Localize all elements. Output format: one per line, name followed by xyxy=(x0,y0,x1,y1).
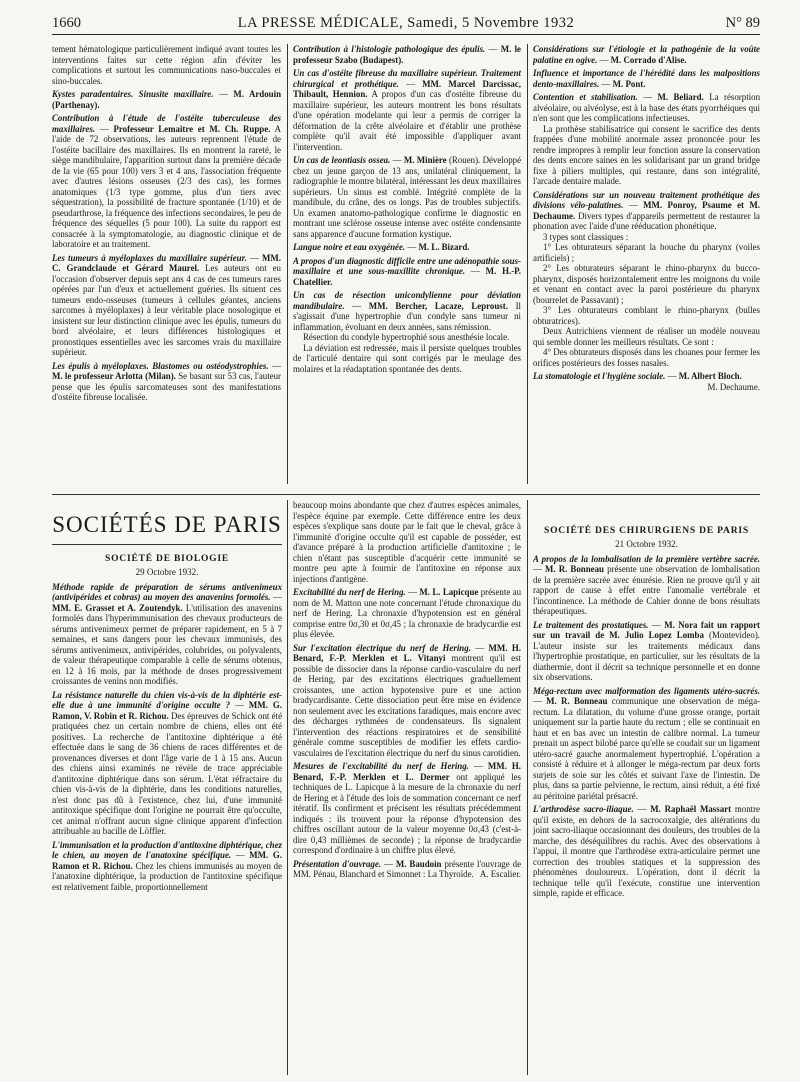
article-text: La résorption alvéolaire, ou alvéolyse, est à la base des états pyorrhéiques qui n'en sont que les complications infectieuses. xyxy=(533,92,760,123)
continued-text: beaucoup moins abondante que chez d'autres espèces animales, l'espèce équine par exemple. Cette différence entre les deux espèces s'explique sans doute par le fait que le cheval, grâce à l'immunité d'origine occulte qu'il est capable de posséder, est d'avance préparé à la production artificielle d'antitoxine ; le chien n'étant pas susceptible d'acquérir cette immunité se montre peu apte à fournir de l'antitoxine en réponse aux injections d'antigène. xyxy=(293,500,521,584)
page-number: 1660 xyxy=(52,15,81,31)
article-text: Deux Autrichiens viennent de réaliser un modèle nouveau qui semble donner les meilleurs résultats. Ce sont : xyxy=(533,326,760,347)
article-heading: L'arthrodèse sacro-iliaque. — M. Raphaël Massart montre qu'il existe, en dehors de la sacrocoxalgie, des altérations du joint sacro-iliaque occasionnant des douleurs, des troubles de la marche, des déséquilibres du rachis. Avec des observations à l'appui, il montre que l'arthrodèse extra-articulaire permet une correction des troubles statiques et la suppression des phénomènes douloureux. L'opération, dont il décrit la technique telle qu'il l'exécute, constitue une intervention simple, rapide et efficace. xyxy=(533,804,760,899)
signature: M. Dechaume. xyxy=(707,381,760,392)
list-item: 3° Les obturateurs comblant le rhino-pharynx (bulles obturatrices). xyxy=(533,305,760,326)
top-column-1 xyxy=(52,44,281,480)
list-intro: 3 types sont classiques : xyxy=(543,231,629,242)
article-text: (Rouen). Développé chez un jeune garçon de 13 ans, unilatéral cliniquement, la radiographie le montre bilatéral, intéressant les deux maxillaires supérieurs. Un sinus est comblé. Intégrité complète de la mandibule, du crâne, des os longs. Pas de troubles subjectifs. Un examen anatomo-pathologique confirme le diagnostic en montrant une sclérose osseuse intense avec ostéite condensante sans apparence d'aucune formation kystique. xyxy=(293,155,521,239)
article-text: Les auteurs ont eu l'occasion d'observer depuis sept ans 4 cas de ces tumeurs rares opérées par l'un d'eux et actuellement guéries. Ils situent ces tumeurs endo-osseuses (tumeurs à cellules géantes, anciens sarcomes à myéloplaxes) à leur véritable place nosologique et insistent sur leur distinction clinique avec les épulis, tumeurs du bord alvéolaire, et leurs différences histologiques et pronostiques essentielles avec les sarcomes vrais du maxillaire supérieur. xyxy=(52,263,281,357)
article-heading: L'immunisation et la production d'antitoxine diphtérique, chez le chien, au moyen de l'anatoxine spécifique. — MM. G. Ramon et R. Richou. Chez les chiens immunisés au moyen de l'anatoxine diphtérique, la production de l'antitoxine spécifique est relativement faible, proportionnellement xyxy=(52,839,282,892)
article-heading: Un cas de leontiasis ossea. — M. Minière (Rouen). Développé chez un jeune garçon de 13 ans, unilatéral cliniquement, la radiographie le montre bilatéral, intéressant les deux maxillaires supérieurs. Un sinus est comblé. Intégrité complète de la mandibule, du crâne, des os longs. Pas de troubles subjectifs. Un examen anatomo-pathologique confirme le diagnostic en montrant une sclérose osseuse intense avec ostéite condensante sans apparence d'aucune formation kystique. xyxy=(293,155,521,239)
article-text: communique une observation de méga-rectum. La dilatation, du volume d'une grosse orange, portait uniquement sur la partie haute du rectum ; elle se continuait en haut et en bas avec un intestin de calibre normal. La tumeur prenait un aspect bilobé parce qu'elle se coudait sur un ligament utéro-sacré gauche anormalement hypertrophié. L'opération a consisté à réduire et à allonger le méga-rectum par deux forts surjets de soie sur les côtés et suivant l'axe de l'intestin. De plus, dans sa partie pelvienne, le rectum, ainsi réduit, a été fixé au péritoine pariétal présacré. xyxy=(533,696,760,801)
article-text: La prothèse stabilisatrice qui consent le sacrifice des dents frappées d'une mobilité anormale assez prononcée pour les rendre impropres à remplir leur fonction assure la conservation des dents encore saines en les solidarisant par un grand bridge fixe à piliers multiples, qui restaure, dans son intégralité, l'arcade dentaire malade. xyxy=(533,123,760,186)
article-heading: Les tumeurs à myéloplaxes du maxillaire supérieur. — MM. C. Grandclaude et Gérard Maurel. Les auteurs ont eu l'occasion d'observer depuis sept ans 4 cas de ces tumeurs rares opérées par l'un d'eux et actuellement guéries. Ils situent ces tumeurs endo-osseuses (tumeurs à cellules géantes, anciens sarcomes à myéloplaxes) à leur véritable place nosologique et insistent sur leur distinction clinique avec les épulis, tumeurs du bord alvéolaire, et leurs différences histologiques et pronostiques essentielles avec les sarcomes vrais du maxillaire supérieur. xyxy=(52,252,281,357)
article-heading: Contribution à l'histologie pathologique des épulis. — M. le professeur Szabo (Budapest). xyxy=(293,44,521,65)
article-text: Résection du condyle hypertrophié sous anesthésie locale. xyxy=(303,332,510,342)
column-divider xyxy=(287,500,288,1075)
article-heading: Le traitement des prostatiques. — M. Nora fait un rapport sur un travail de M. Julio Lopez Lomba (Montevideo). L'auteur insiste sur les traitements médicaux dans l'hypertrophie prostatique, en particulier, sur les résultats de la diathermie, dont il décrit sa technique personnelle et en donne six observations. xyxy=(533,619,760,683)
section-divider xyxy=(52,494,760,495)
article-text: présente au nom de M. Matton une note concernant l'étude chronaxique du nerf de Hering. La chronaxie d'hypotension est en général comprise entre 0σ,30 et 0σ,45 ; la chronaxie de bradycardie est plus élevée. xyxy=(293,587,521,639)
article-heading: Mesures de l'excitabilité du nerf de Hering. — MM. H. Benard, F.-P. Merklen et L. Dermer ont appliqué les techniques de L. Lapicque à la mesure de la chronaxie du nerf de Hering et à l'étude des lois de sommation concernant ce nerf itératif. Ils confirment et précisent les résultats précédemment indiqués : ils trouvent pour la réponse d'hypotension des chiffres oscillant autour de la valeur moyenne 0σ,43 (c'est-à-dire 0,43 millièmes de seconde) ; la réponse de bradycardie correspond d'ordinaire à un chiffre plus élevé. xyxy=(293,761,521,855)
article-heading: Les épulis à myéloplaxes. Blastomes ou ostéodystrophies. — M. le professeur Arlotta (Milan). Se basant sur 53 cas, l'auteur pense que les épulis sarcomateuses sont des manifestations d'ostéite fibreuse localisée. xyxy=(52,360,281,402)
article-heading: Présentation d'ouvrage. — M. Baudoin présente l'ouvrage de MM. Pénau, Blanchard et Simonnet : La Thyroïde. A. Escalier. xyxy=(293,858,521,879)
biology-column xyxy=(52,552,282,1072)
article-heading: Considérations sur un nouveau traitement prothétique des divisions vélo-palatines. — MM. Ponroy, Psaume et M. Dechaume. Divers types d'appareils permettent de restaurer la phonation avec l'aide d'une rééducation phonétique. xyxy=(533,189,760,231)
article-heading: La stomatologie et l'hygiène sociale. — M. Albert Bloch. M. Dechaume. xyxy=(533,371,760,392)
article-heading: A propos d'un diagnostic difficile entre une adénopathie sous-maxillaire et une sous-maxillite chronique. — M. H.-P. Chatellier. xyxy=(293,255,521,287)
article-heading: Sur l'excitation électrique du nerf de Hering. — MM. H. Benard, F.-P. Merklen et L. Vitanyi montrent qu'il est possible de dissocier dans la réponse cardio-vasculaire du nerf de Hering, par des excitations électriques graduellement croissantes, une action hypotensive pure et une action bradycardisante. Cette dissociation peut être mise en évidence non seulement avec les excitations faradiques, mais encore avec des décharges rythmées de condensateurs. Ils signalent l'intervention des réactions respiratoires et de sensibilité générale comme susceptibles de modifier les effets cardio-vasculaires de l'excitation électrique du nerf du sinus carotidien. xyxy=(293,642,521,758)
top-column-3 xyxy=(533,44,760,480)
list-item: 4° Des obturateurs disposés dans les choanes pour fermer les orifices postérieurs des fosses nasales. xyxy=(533,347,760,368)
meeting-date: 21 Octobre 1932. xyxy=(615,539,678,550)
title-underline xyxy=(52,544,282,545)
signature: A. Escalier. xyxy=(479,869,521,879)
article-text: Se basant sur 53 cas, l'auteur pense que les épulis sarcomateuses sont des manifestations d'ostéite fibreuse localisée. xyxy=(52,371,281,402)
list-item: 2° Les obturateurs séparant le rhino-pharynx du bucco-pharynx, disposés horizontalement entre les moignons du voile et venant en contact avec la paroi postérieure du pharynx (bourrelet de Passavant) ; xyxy=(533,263,760,305)
article-heading: Contention et stabilisation. — M. Beliard. La résorption alvéolaire, ou alvéolyse, est à la base des états pyorrhéiques qui n'en sont que les complications infectieuses. xyxy=(533,92,760,123)
article-heading: A propos de la lombalisation de la première vertèbre sacrée. — M. R. Bonneau présente une observation de lombalisation de la première sacrée avec énurésie. Rien ne prouve qu'il y ait rapport de cause à effet entre l'anomalie vertébrale et l'incontinence. La méthode de Cahier donne de bons résultats thérapeutiques. xyxy=(533,553,760,617)
article-heading: Méthode rapide de préparation de sérums antivenimeux (antivipérides et cobras) au moyen des anavenins formolés. — MM. E. Grasset et A. Zoutendyk. L'utilisation des anavenins formolés dans l'hyperimmunisation des chevaux producteurs de sérums antivenimeux permet de préparer rapidement, en 5 à 7 semaines, et sans dangers pour les chevaux immunisés, des sérums antivenimeux, antivipérides, colubrides, ou polyvalents, de valeur thérapeutique comparable à celle de sérums obtenus, en 12 à 16 mois, par la méthode de doses progressivement croissantes de venins non modifiés. xyxy=(52,581,282,687)
article-text: Des épreuves de Schick ont été pratiquées chez un certain nombre de chiens, elles ont été positives. La recherche de l'antitoxine diphtérique a été effectuée dans le sang de 36 chiens de races différentes et de provenances diverses et dont l'âge varie de 1 à 15 ans. Aucun des chiens ainsi examinés ne révèle de trace appréciable d'antitoxine diphtérique dans son sérum. L'état réfractaire du chien vis-à-vis de la diphtérie, dans les conditions naturelles, n'est donc pas dû à l'existence, chez lui, d'une immunité antitoxique spécifique dont l'origine ne pourrait être qu'occulte, cet animal n'offrant aucun signe clinique apparent d'infection attribuable au bacille de Löffler. xyxy=(52,710,282,837)
article-heading: Excitabilité du nerf de Hering. — M. L. Lapicque présente au nom de M. Matton une note concernant l'étude chronaxique du nerf de Hering. La chronaxie d'hypotension est en général comprise entre 0σ,30 et 0σ,45 ; la chronaxie de bradycardie est plus élevée. xyxy=(293,587,521,639)
article-text: montrent qu'il est possible de dissocier dans la réponse cardio-vasculaire du nerf de Hering, par des excitations électriques graduellement croissantes, une action hypotensive pure et une action bradycardisante. Cette dissociation peut être mise en évidence non seulement avec les excitations faradiques, mais encore avec des décharges rythmées de condensateurs. Ils signalent l'intervention des réactions respiratoires et de sensibilité générale comme susceptibles de modifier les effets cardio-vasculaires de l'excitation électrique du nerf du sinus carotidien. xyxy=(293,653,521,758)
article-text: Divers types d'appareils permettent de restaurer la phonation avec l'aide d'une rééducation phonétique. xyxy=(533,210,760,231)
meeting-date: 29 Octobre 1932. xyxy=(135,567,199,578)
surgeons-column xyxy=(533,524,760,1072)
article-heading: Influence et importance de l'hérédité dans les malpositions dento-maxillaires. — M. Pont. xyxy=(533,68,760,89)
column-divider xyxy=(287,44,288,484)
article-text: A propos d'un cas d'ostéite fibreuse du maxillaire supérieur, les auteurs montrent les bons résultats d'une opération modelante qui leur a permis de corriger la déformation de la crête alvéolaire et d'établir une prothèse complète qu'il avait été impossible d'appliquer avant l'intervention. xyxy=(293,89,521,152)
article-heading: Considérations sur l'étiologie et la pathogénie de la voûte palatine en ogive. — M. Corrado d'Alise. xyxy=(533,44,760,65)
article-heading: Langue noire et eau oxygénée. — M. L. Bizard. xyxy=(293,242,470,252)
issue-number: N° 89 xyxy=(725,15,760,31)
article-text: A l'aide de 72 observations, les auteurs reprennent l'étude de l'ostéite bacillaire des maxillaires. Ils en montrent la rareté, le siège mandibulaire, l'apparition surtout dans la première décade de la vie (65 pour 100) vers 3 et 4 ans, l'association fréquente avec d'autres lésions osseuses (2/3 des cas), les formes anatomiques (1/3 type gomme, plus d'un tiers avec séquestration), la possibilité de fracture spontanée (1/10) et de pseudarthrose, la fréquence des infections secondaires, le peu de fréquence des séquelles (5 pour 100). La suite du rapport est consacrée à la symptomatologie, au diagnostic clinique et de laboratoire et au traitement. xyxy=(52,123,281,249)
article-heading: Un cas de résection unicondylienne pour déviation mandibulaire. — MM. Bercher, Lacaze, Leproust. Il s'agissait d'une hypertrophie d'un condyle sans tumeur ni inflammation, évoluant en deux années, sans rémission. xyxy=(293,290,521,332)
top-column-2 xyxy=(293,44,521,480)
section-title: SOCIÉTÉS DE PARIS xyxy=(52,512,282,537)
society-name: SOCIÉTÉ DES CHIRURGIENS DE PARIS xyxy=(544,526,749,536)
article-text: L'utilisation des anavenins formolés dans l'hyperimmunisation des chevaux producteurs de sérums antivenimeux permet de préparer rapidement, en 5 à 7 semaines, et sans dangers pour les chevaux immunisés, des sérums antivenimeux, antivipérides, colubrides, ou polyvalents, de valeur thérapeutique comparable à celle de sérums obtenus, en 12 à 16 mois, par la méthode de doses progressivement croissantes de venins non modifiés. xyxy=(52,602,282,687)
article-heading: Contribution à l'étude de l'ostéite tuberculeuse des maxillaires. — Professeur Lemaitre et M. Ch. Ruppe. A l'aide de 72 observations, les auteurs reprennent l'étude de l'ostéite bacillaire des maxillaires. Ils en montrent la rareté, le siège mandibulaire, l'apparition surtout dans la première décade de la vie (65 pour 100) vers 3 et 4 ans, l'association fréquente avec d'autres lésions osseuses (2/3 des cas), les formes anatomiques (1/3 type gomme, plus d'un tiers avec séquestration), la possibilité de fracture spontanée (1/10) et de pseudarthrose, la fréquence des infections secondaires, le peu de fréquence des séquelles (5 pour 100). La suite du rapport est consacrée à la symptomatologie, au diagnostic clinique et de laboratoire et au traitement. xyxy=(52,113,281,249)
article-text: présente l'ouvrage de MM. Pénau, Blanchard et Simonnet : La Thyroïde. xyxy=(293,858,521,879)
list-item: 1° Les obturateurs séparant la bouche du pharynx (voiles artificiels) ; xyxy=(533,242,760,263)
journal-title: LA PRESSE MÉDICALE, Samedi, 5 Novembre 1932 xyxy=(237,15,575,31)
article-text: présente une observation de lombalisation de la première sacrée avec énurésie. Rien ne prouve qu'il y ait rapport de cause à effet entre l'anomalie vertébrale et l'incontinence. La méthode de Cahier donne de bons résultats thérapeutiques. xyxy=(533,564,760,617)
page-header xyxy=(52,14,760,35)
column-divider xyxy=(527,500,528,1075)
article-text: La déviation est redressée, mais il persiste quelques troubles de l'articulé dentaire qui sont corrigés par le meulage des molaires et la réadaptation spontanée des dents. xyxy=(293,342,521,374)
article-text: Chez les chiens immunisés au moyen de l'anatoxine diphtérique, la production de l'antitoxine spécifique est relativement faible, proportionnellement xyxy=(52,860,282,892)
article-text: ont appliqué les techniques de L. Lapicque à la mesure de la chronaxie du nerf de Hering et à l'étude des lois de sommation concernant ce nerf itératif. Ils confirment et précisent les résultats précédemment indiqués : ils trouvent pour la réponse d'hypotension des chiffres oscillant autour de la valeur moyenne 0σ,43 (c'est-à-dire 0,43 millièmes de seconde) ; la réponse de bradycardie correspond d'ordinaire à un chiffre plus élevé. xyxy=(293,771,521,855)
article-heading: La résistance naturelle du chien vis-à-vis de la diphtérie est-elle due à une immunité d'origine occulte ? — MM. G. Ramon, V. Robin et R. Richou. Des épreuves de Schick ont été pratiquées chez un certain nombre de chiens, elles ont été positives. La recherche de l'antitoxine diphtérique a été effectuée dans le sang de 36 chiens de races différentes et de provenances diverses et dont l'âge varie de 1 à 15 ans. Aucun des chiens ainsi examinés ne révèle de trace appréciable d'antitoxine diphtérique dans son sérum. L'état réfractaire du chien vis-à-vis de la diphtérie, dans les conditions naturelles, n'est donc pas dû à l'existence, chez lui, d'une immunité antitoxique spécifique dont l'origine ne pourrait être qu'occulte, cet animal n'offrant aucun signe clinique apparent d'infection attribuable au bacille de Löffler. xyxy=(52,689,282,837)
article-heading: Un cas d'ostéite fibreuse du maxillaire supérieur. Traitement chirurgical et prothétique. — MM. Marcel Darcissac, Thibault, Hennion. A propos d'un cas d'ostéite fibreuse du maxillaire supérieur, les auteurs montrent les bons résultats d'une opération modelante qui leur a permis de corriger la déformation de la crête alvéolaire et d'établir une prothèse complète qu'il avait été impossible d'appliquer avant l'intervention. xyxy=(293,68,521,152)
society-name: SOCIÉTÉ DE BIOLOGIE xyxy=(105,554,229,564)
continued-text: tement hématologique particulièrement indiqué avant toutes les interventions faites sur cette région afin d'éviter les complications et surtout les communications naso-buccales et sino-buccales. xyxy=(52,44,281,86)
biology-column-continued xyxy=(293,500,521,1072)
article-text: Il s'agissait d'une hypertrophie d'un condyle sans tumeur ni inflammation, évoluant en deux années, sans rémission. xyxy=(293,300,521,332)
column-divider xyxy=(527,44,528,484)
article-heading: Méga-rectum avec malformation des ligaments utéro-sacrés. — M. R. Bonneau communique une observation de méga-rectum. La dilatation, du volume d'une grosse orange, portait uniquement sur la partie haute du rectum ; elle se continuait en haut et en bas avec un intestin de calibre normal. La tumeur prenait un aspect bilobé parce qu'elle se coudait sur un ligament utéro-sacré gauche anormalement hypertrophié. L'opération a consisté à réduire et à allonger le méga-rectum par deux forts surjets de soie sur les côtés et suivant l'axe de l'intestin. De plus, dans sa partie pelvienne, le rectum, ainsi réduit, a été fixé au péritoine pariétal présacré. xyxy=(533,685,760,801)
article-heading: Kystes paradentaires. Sinusite maxillaire. — M. Ardouin (Parthenay). xyxy=(52,89,281,110)
article-text: (Montevideo). L'auteur insiste sur les traitements médicaux dans l'hypertrophie prostatique, en particulier, sur les résultats de la diathermie, dont il décrit sa technique personnelle et en donne six observations. xyxy=(533,630,760,683)
article-text: montre qu'il existe, en dehors de la sacrocoxalgie, des altérations du joint sacro-iliaque occasionnant des douleurs, des troubles de la marche, des déséquilibres du rachis. Avec des observations à l'appui, il montre que l'arthrodèse extra-articulaire permet une correction des troubles statiques et la suppression des phénomènes douloureux. L'opération, dont il décrit la technique telle qu'il l'exécute, constitue une intervention simple, rapide et efficace. xyxy=(533,804,760,899)
